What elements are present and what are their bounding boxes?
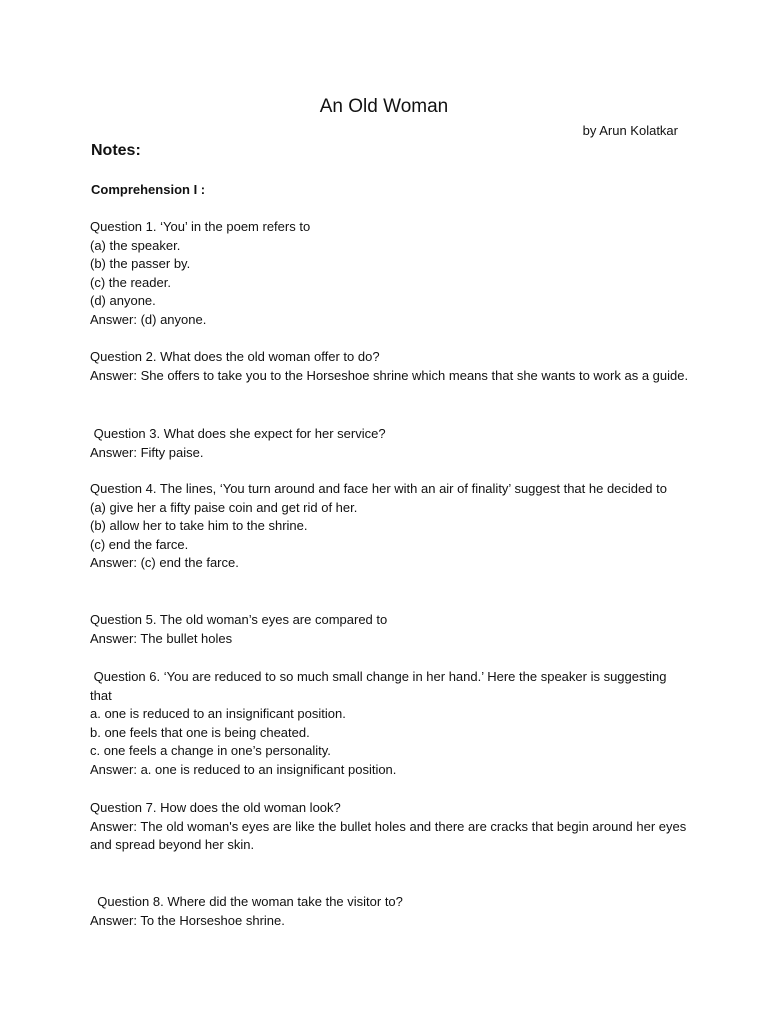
question-block-3	[90, 425, 690, 462]
question-text: Question 2. What does the old woman offer to do?	[90, 349, 380, 364]
answer-text: Answer: The bullet holes	[90, 630, 233, 646]
page-title: An Old Woman	[319, 96, 449, 117]
question-block-7	[90, 799, 690, 855]
option-text: (b) allow her to take him to the shrine.	[90, 518, 308, 534]
option-text: (c) end the farce.	[90, 536, 189, 552]
option-text: (c) the reader.	[90, 274, 171, 290]
section-heading: Comprehension I :	[91, 182, 206, 197]
answer-text: Answer: Fifty paise.	[90, 444, 204, 460]
option-text: b. one feels that one is being cheated.	[90, 724, 310, 740]
question-text: Question 3. What does she expect for her service?	[90, 426, 386, 441]
question-text: Question 4. The lines, ‘You turn around and face her with an air of finality’ suggest that he decided to	[90, 481, 667, 496]
answer-text: Answer: (d) anyone.	[90, 311, 207, 327]
answer-text: Answer: She offers to take you to the Horseshoe shrine which means that she wants to work as a guide.	[90, 367, 689, 383]
option-text: (b) the passer by.	[90, 256, 191, 272]
option-text: (a) the speaker.	[90, 237, 181, 253]
question-text: Question 7. How does the old woman look?	[90, 800, 341, 815]
option-text: (a) give her a fifty paise coin and get rid of her.	[90, 499, 358, 515]
author-line: by Arun Kolatkar	[582, 123, 678, 138]
question-text: Question 5. The old woman’s eyes are compared to	[90, 612, 388, 627]
question-block-5	[90, 611, 690, 648]
question-block-4	[90, 480, 690, 573]
option-text: c. one feels a change in one’s personality.	[90, 743, 331, 759]
answer-text: Answer: (c) end the farce.	[90, 555, 239, 571]
notes-heading: Notes:	[91, 142, 141, 159]
option-text: (d) anyone.	[90, 293, 156, 309]
answer-text: Answer: To the Horseshoe shrine.	[90, 912, 285, 928]
question-block-1	[90, 218, 690, 330]
question-text: Question 1. ‘You’ in the poem refers to	[90, 219, 311, 234]
question-text: Question 8. Where did the woman take the visitor to?	[90, 894, 403, 909]
answer-text: Answer: a. one is reduced to an insignificant position.	[90, 761, 397, 777]
question-block-6	[90, 668, 690, 780]
question-text: Question 6. ‘You are reduced to so much small change in her hand.’ Here the speaker is suggesting that	[90, 669, 671, 703]
question-block-8	[90, 893, 690, 930]
answer-text: Answer: The old woman's eyes are like the bullet holes and there are cracks that begin around her eyes and spread beyond her skin.	[90, 818, 690, 853]
option-text: a. one is reduced to an insignificant position.	[90, 706, 346, 722]
question-block-2	[90, 348, 690, 385]
